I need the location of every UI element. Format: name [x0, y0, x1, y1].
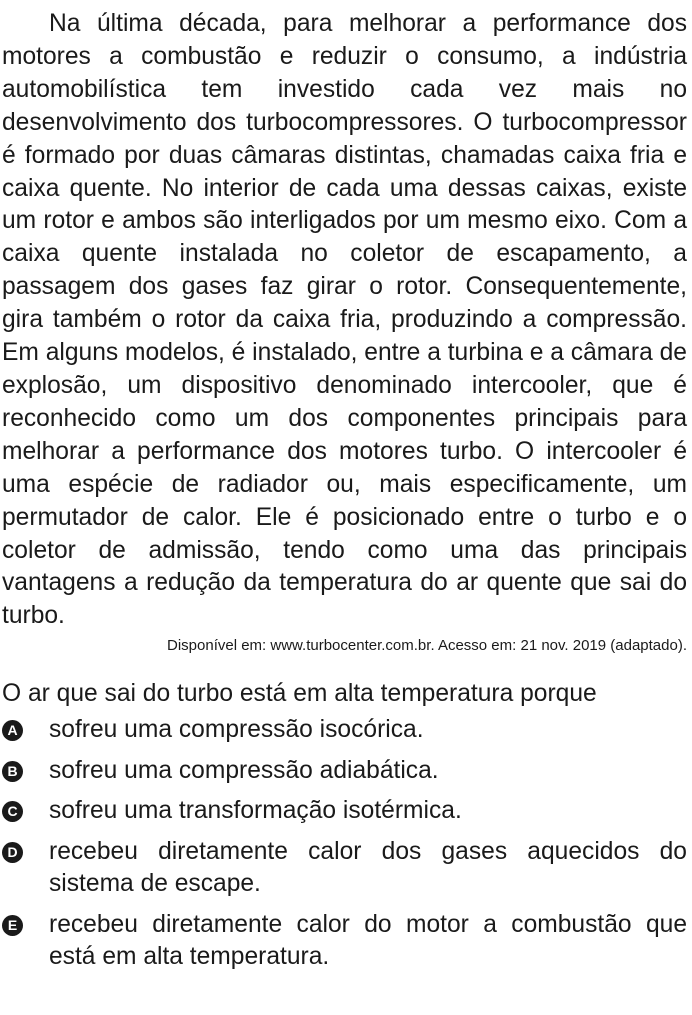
option-e-text: recebeu diretamente calor do motor a combustão que está em alta temperatura.	[49, 910, 687, 971]
option-c-text: sofreu uma transformação isotérmica.	[49, 797, 462, 825]
answer-options	[2, 714, 687, 974]
option-c[interactable]	[2, 795, 687, 828]
option-b-letter-badge: B	[2, 761, 23, 782]
option-d-text: recebeu diretamente calor dos gases aquecidos do sistema de escape.	[49, 837, 687, 898]
option-e-letter-badge: E	[2, 915, 23, 936]
option-d[interactable]	[2, 836, 687, 901]
option-a-text: sofreu uma compressão isocórica.	[49, 716, 424, 744]
option-a-letter-badge: A	[2, 720, 23, 741]
option-a[interactable]	[2, 714, 687, 747]
question-stem: O ar que sai do turbo está em alta temperatura porque	[2, 680, 597, 708]
source-citation: Disponível em: www.turbocenter.com.br. Acesso em: 21 nov. 2019 (adaptado).	[167, 637, 687, 655]
option-d-letter-badge: D	[2, 842, 23, 863]
option-b[interactable]	[2, 755, 687, 788]
passage-text: Na última década, para melhorar a performance dos motores a combustão e reduzir o consumo, a indústria automobilística tem investido cada vez mais no desenvolvimento dos turbocompressores. O turbocompressor é formado por duas câmaras distintas, chamadas caixa fria e caixa quente. No interior de cada uma dessas caixas, existe um rotor e ambos são interligados por um mesmo eixo. Com a caixa quente instalada no coletor de escapamento, a passagem dos gases faz girar o rotor. Consequentemente, gira também o rotor da caixa fria, produzindo a compressão. Em alguns modelos, é instalado, entre a turbina e a câmara de explosão, um dispositivo denominado intercooler, que é reconhecido como um dos componentes principais para melhorar a performance dos motores turbo. O intercooler é uma espécie de radiador ou, mais especificamente, um permutador de calor. Ele é posicionado entre o turbo e o coletor de admissão, tendo como uma das principais vantagens a redução da temperatura do ar quente que sai do turbo.	[2, 10, 687, 630]
option-c-letter-badge: C	[2, 801, 23, 822]
option-b-text: sofreu uma compressão adiabática.	[49, 756, 439, 784]
option-e[interactable]	[2, 909, 687, 974]
